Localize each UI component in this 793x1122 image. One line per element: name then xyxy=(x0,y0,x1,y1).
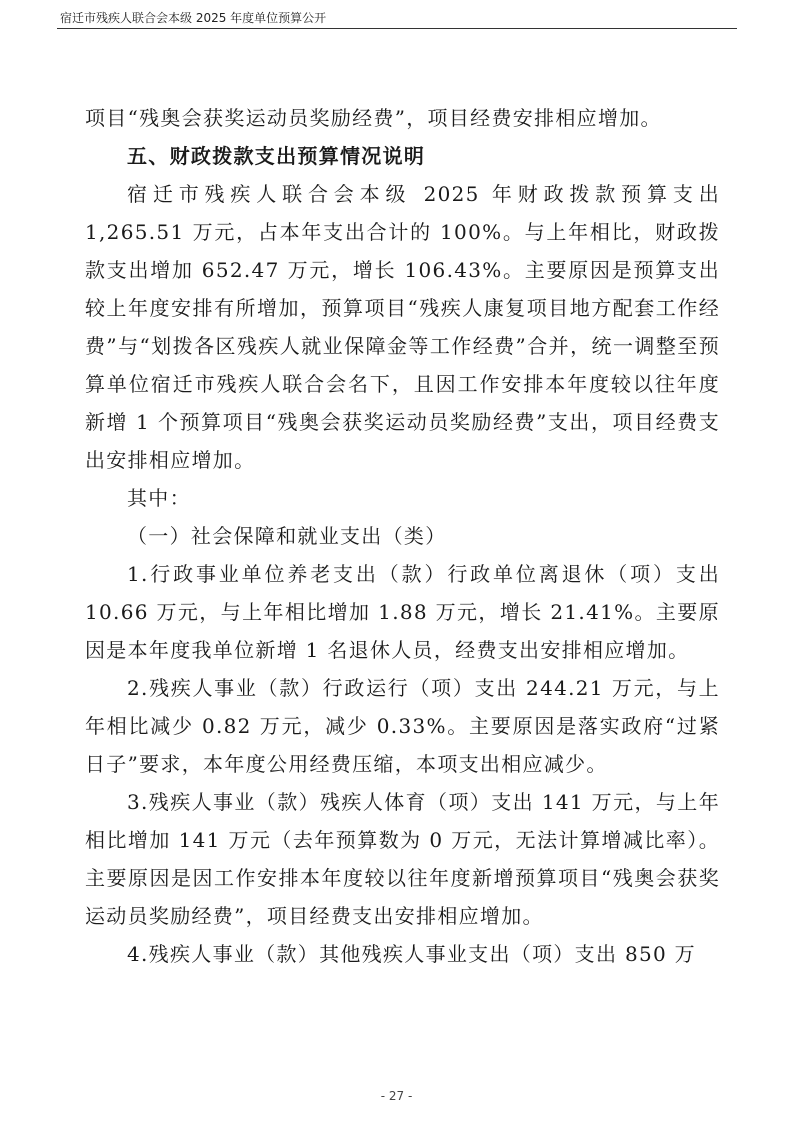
header-rule xyxy=(57,28,737,29)
item-2: 2.残疾人事业（款）行政运行（项）支出 244.21 万元，与上年相比减少 0.82 万元，减少 0.33%。主要原因是落实政府“过紧日子”要求，本年度公用经费压缩，本项支出相应减少。 xyxy=(85,676,720,776)
item-3: 3.残疾人事业（款）残疾人体育（项）支出 141 万元，与上年相比增加 141 万元（去年预算数为 0 万元，无法计算增减比率）。主要原因是因工作安排本年度较以往年度新增预算项目“残奥会获奖运动员奖励经费”，项目经费支出安排相应增加。 xyxy=(85,790,720,928)
paragraph-among: 其中： xyxy=(127,486,191,510)
paragraph-continuation: 项目“残奥会获奖运动员奖励经费”，项目经费安排相应增加。 xyxy=(85,106,662,130)
item-4: 4.残疾人事业（款）其他残疾人事业支出（项）支出 850 万 xyxy=(127,942,696,966)
document-body xyxy=(85,99,720,973)
page-number: - 27 - xyxy=(380,1089,413,1103)
item-1: 1.行政事业单位养老支出（款）行政单位离退休（项）支出 10.66 万元，与上年相比增加 1.88 万元，增长 21.41%。主要原因是本年度我单位新增 1 名退休人员，经费支出安排相应增加。 xyxy=(85,562,720,662)
section-heading: 五、财政拨款支出预算情况说明 xyxy=(127,144,426,168)
page-header: 宿迁市残疾人联合会本级 2025 年度单位预算公开 xyxy=(60,11,327,25)
subsection-heading: （一）社会保障和就业支出（类） xyxy=(127,524,447,548)
paragraph-overview: 宿迁市残疾人联合会本级 2025 年财政拨款预算支出 1,265.51 万元，占本年支出合计的 100%。与上年相比，财政拨款支出增加 652.47 万元，增长 106.43%。主要原因是预算支出较上年度安排有所增加，预算项目“残疾人康复项目地方配套工作经费”与“划拨各区残疾人就业保障金等工作经费”合并，统一调整至预算单位宿迁市残疾人联合会名下，且因工作安排本年度较以往年度新增 1 个预算项目“残奥会获奖运动员奖励经费”支出，项目经费支出安排相应增加。 xyxy=(85,182,720,472)
